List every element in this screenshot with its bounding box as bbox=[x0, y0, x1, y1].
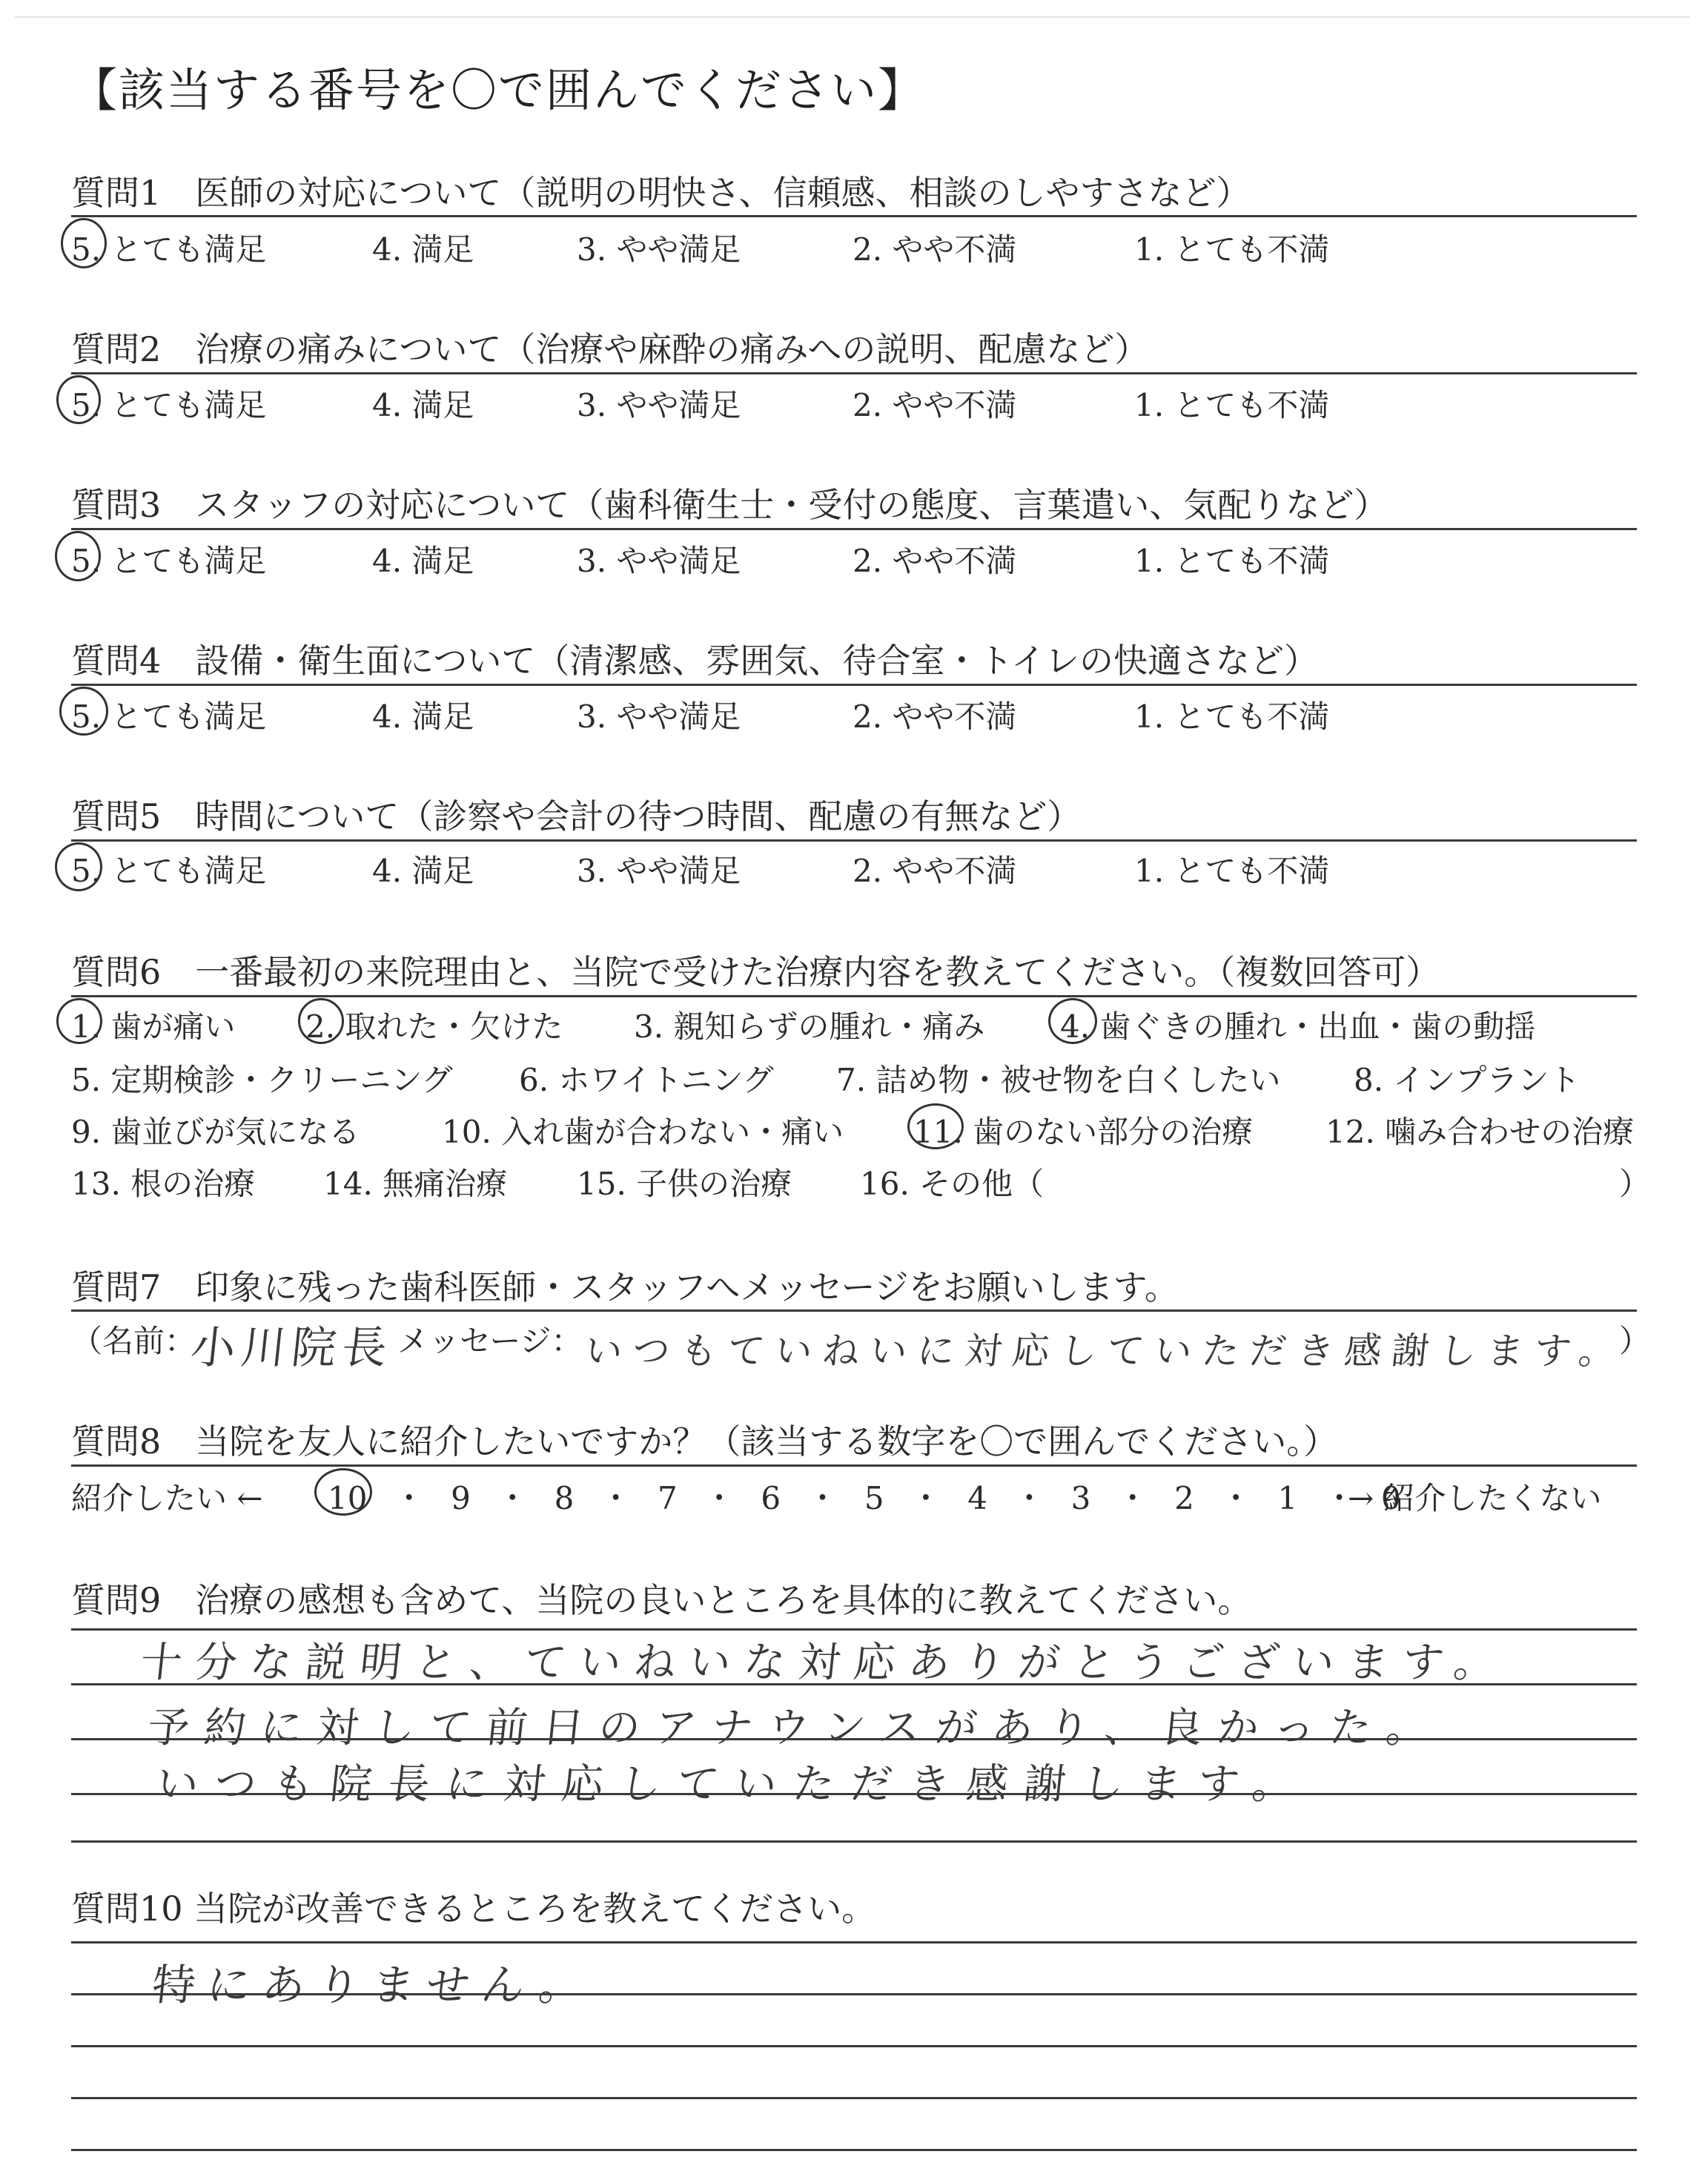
q8-left-label: 紹介したい ← bbox=[71, 1480, 263, 1516]
q3-option-4[interactable]: 4. 満足 bbox=[372, 543, 474, 579]
q4-option-3[interactable]: 3. やや満足 bbox=[577, 698, 741, 735]
q4-title: 質問4 設備・衛生面について（清潔感、雰囲気、待合室・トイレの快適さなど） bbox=[71, 641, 1319, 681]
q2-option-1[interactable]: 1. とても不満 bbox=[1134, 387, 1330, 423]
q6-option-5[interactable]: 5. 定期検診・クリーニング bbox=[71, 1062, 453, 1098]
page-header: 【該当する番号を〇で囲んでください】 bbox=[71, 63, 926, 117]
q6-title: 質問6 一番最初の来院理由と、当院で受けた治療内容を教えてください。（複数回答可） bbox=[71, 952, 1440, 992]
q6-option-16-close: ） bbox=[1619, 1166, 1651, 1202]
q3-option-3[interactable]: 3. やや満足 bbox=[577, 543, 741, 579]
q1-title: 質問1 医師の対応について（説明の明快さ、信頼感、相談のしやすさなど） bbox=[71, 173, 1251, 213]
q8-scale[interactable]: 10 ・ 9 ・ 8 ・ 7 ・ 6 ・ 5 ・ 4 ・ 3 ・ 2 ・ 1 ・ 0 bbox=[328, 1480, 1401, 1516]
q6-selection-circle-4 bbox=[1048, 998, 1097, 1044]
q9-answer-line-1[interactable]: 十分な説明と、ていねいな対応ありがとうございます。 bbox=[138, 1639, 1512, 1687]
q1-option-4[interactable]: 4. 満足 bbox=[372, 231, 474, 268]
q4-selection-circle bbox=[59, 687, 108, 736]
q1-rule bbox=[71, 215, 1637, 217]
q5-rule bbox=[71, 839, 1637, 842]
q2-rule bbox=[71, 372, 1637, 374]
q5-option-3[interactable]: 3. やや満足 bbox=[577, 853, 741, 889]
q6-option-1[interactable]: 1. 歯が痛い bbox=[71, 1008, 236, 1045]
q6-option-13[interactable]: 13. 根の治療 bbox=[71, 1166, 256, 1202]
q3-title: 質問3 スタッフの対応について（歯科衛生士・受付の態度、言葉遣い、気配りなど） bbox=[71, 485, 1388, 525]
q6-selection-circle-11 bbox=[907, 1103, 964, 1149]
q6-rule bbox=[71, 995, 1637, 997]
q4-option-2[interactable]: 2. やや不満 bbox=[853, 698, 1017, 735]
q7-message-label: メッセージ： bbox=[397, 1323, 583, 1359]
q1-selection-circle bbox=[61, 218, 107, 268]
q2-option-5[interactable]: 5. とても満足 bbox=[71, 387, 267, 423]
q4-option-1[interactable]: 1. とても不満 bbox=[1134, 698, 1330, 735]
q10-answer-line-1[interactable]: 特にありません。 bbox=[149, 1960, 597, 2010]
q5-option-1[interactable]: 1. とても不満 bbox=[1134, 853, 1330, 889]
q10-rule-1 bbox=[71, 1941, 1637, 1943]
q3-rule bbox=[71, 528, 1637, 530]
q9-answer-line-2[interactable]: 予約に対して前日のアナウンスがあり、良かった。 bbox=[145, 1704, 1446, 1752]
q6-option-16[interactable]: 16. その他（ bbox=[860, 1166, 1045, 1202]
q1-option-2[interactable]: 2. やや不満 bbox=[853, 231, 1017, 268]
q9-rule-5 bbox=[71, 1840, 1637, 1843]
q5-option-4[interactable]: 4. 満足 bbox=[372, 853, 474, 889]
q2-title: 質問2 治療の痛みについて（治療や麻酔の痛みへの説明、配慮など） bbox=[71, 329, 1149, 369]
q6-option-10[interactable]: 10. 入れ歯が合わない・痛い bbox=[442, 1114, 844, 1150]
q8-title: 質問8 当院を友人に紹介したいですか？（該当する数字を〇で囲んでください。） bbox=[71, 1421, 1338, 1462]
q4-rule bbox=[71, 684, 1637, 686]
q10-title: 質問10 当院が改善できるところを教えてください。 bbox=[71, 1889, 876, 1929]
q2-option-2[interactable]: 2. やや不満 bbox=[853, 387, 1017, 423]
q6-option-14[interactable]: 14. 無痛治療 bbox=[323, 1166, 508, 1202]
q3-selection-circle bbox=[55, 531, 101, 581]
q3-option-2[interactable]: 2. やや不満 bbox=[853, 543, 1017, 579]
q6-selection-circle-1 bbox=[56, 998, 102, 1044]
q6-option-8[interactable]: 8. インプラント bbox=[1354, 1062, 1580, 1098]
q4-option-5[interactable]: 5. とても満足 bbox=[71, 698, 267, 735]
q5-option-2[interactable]: 2. やや不満 bbox=[853, 853, 1017, 889]
q10-rule-5 bbox=[71, 2149, 1637, 2151]
q4-option-4[interactable]: 4. 満足 bbox=[372, 698, 474, 735]
q2-option-3[interactable]: 3. やや満足 bbox=[577, 387, 741, 423]
q7-name-handwritten[interactable]: 小川院長 bbox=[188, 1322, 396, 1374]
q8-rule bbox=[71, 1464, 1637, 1467]
q6-option-6[interactable]: 6. ホワイトニング bbox=[519, 1062, 774, 1098]
top-border bbox=[15, 16, 1690, 18]
q7-rule bbox=[71, 1309, 1637, 1312]
q7-title: 質問7 印象に残った歯科医師・スタッフへメッセージをお願いします。 bbox=[71, 1267, 1179, 1307]
q6-option-9[interactable]: 9. 歯並びが気になる bbox=[71, 1114, 360, 1150]
q3-option-1[interactable]: 1. とても不満 bbox=[1134, 543, 1330, 579]
q9-answer-line-3[interactable]: いつも院長に対応していただき感謝します。 bbox=[154, 1760, 1313, 1809]
q8-right-label: → 紹介したくない bbox=[1348, 1480, 1602, 1516]
q2-selection-circle bbox=[56, 375, 101, 424]
q10-rule-4 bbox=[71, 2097, 1637, 2099]
q7-close-paren: ） bbox=[1619, 1323, 1651, 1359]
q6-option-4[interactable]: 4. 歯ぐきの腫れ・出血・歯の動揺 bbox=[1060, 1008, 1536, 1045]
q1-option-5[interactable]: 5. とても満足 bbox=[71, 231, 267, 268]
q5-option-5[interactable]: 5. とても満足 bbox=[71, 853, 267, 889]
q6-option-11[interactable]: 11. 歯のない部分の治療 bbox=[913, 1114, 1254, 1150]
q6-selection-circle-2 bbox=[298, 998, 344, 1044]
q6-option-3[interactable]: 3. 親知らずの腫れ・痛み bbox=[634, 1008, 985, 1045]
q7-name-label: （名前： bbox=[71, 1323, 196, 1359]
q8-selection-circle bbox=[314, 1468, 372, 1516]
q5-title: 質問5 時間について（診察や会計の待つ時間、配慮の有無など） bbox=[71, 796, 1082, 836]
q1-option-1[interactable]: 1. とても不満 bbox=[1134, 231, 1330, 268]
q10-rule-3 bbox=[71, 2045, 1637, 2047]
q2-option-4[interactable]: 4. 満足 bbox=[372, 387, 474, 423]
q6-option-7[interactable]: 7. 詰め物・被せ物を白くしたい bbox=[836, 1062, 1281, 1098]
q5-selection-circle bbox=[55, 842, 102, 891]
q6-option-2[interactable]: 2. 取れた・欠けた bbox=[305, 1008, 563, 1045]
q9-title: 質問9 治療の感想も含めて、当院の良いところを具体的に教えてください。 bbox=[71, 1580, 1252, 1620]
q6-option-12[interactable]: 12. 噛み合わせの治療 bbox=[1325, 1114, 1635, 1150]
q3-option-5[interactable]: 5. とても満足 bbox=[71, 543, 267, 579]
q6-option-15[interactable]: 15. 子供の治療 bbox=[577, 1166, 792, 1202]
q1-option-3[interactable]: 3. やや満足 bbox=[577, 231, 741, 268]
q7-message-handwritten[interactable]: いつもていねいに対応していただき感謝します。 bbox=[583, 1330, 1629, 1373]
